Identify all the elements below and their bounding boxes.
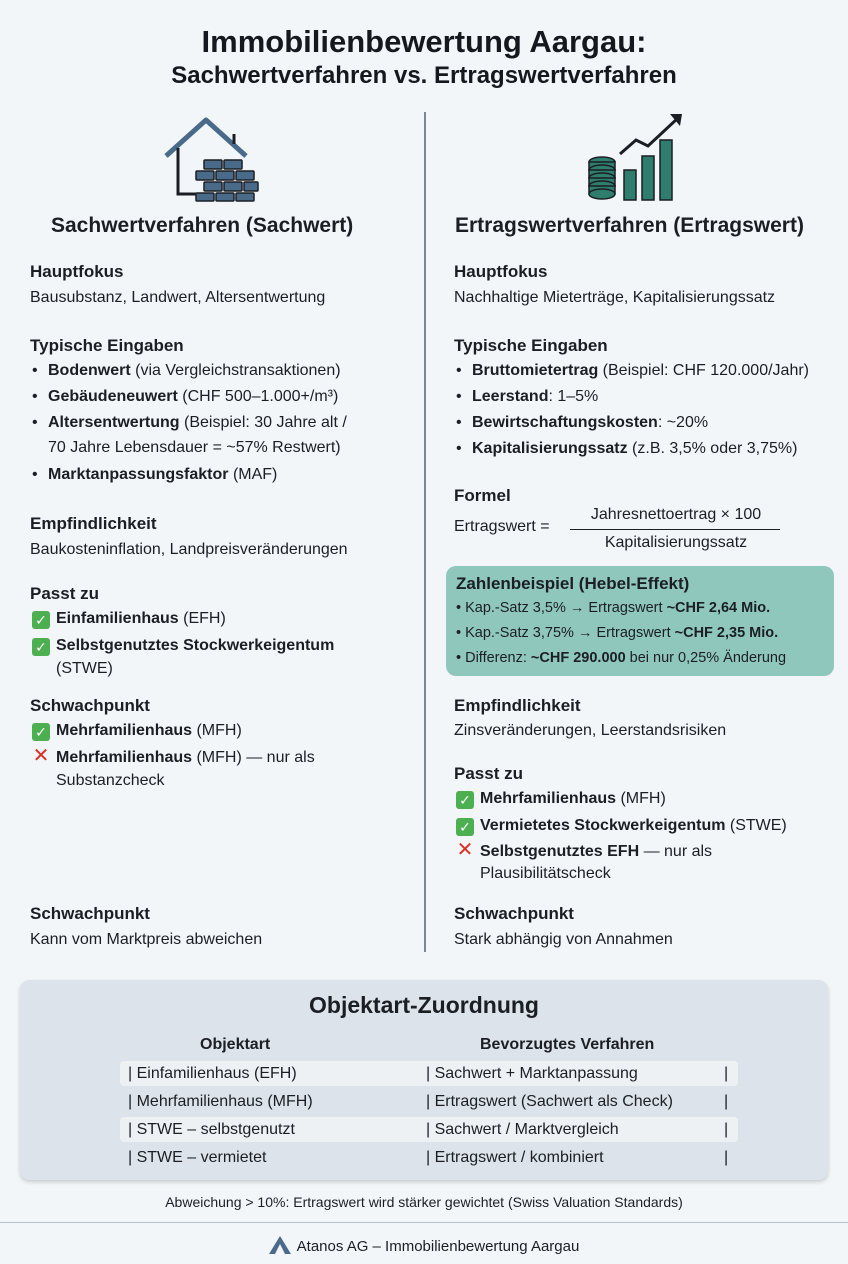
table-row bbox=[120, 1061, 738, 1086]
row-end-pipe: | bbox=[724, 1065, 729, 1082]
cross-icon: ✕ bbox=[456, 839, 474, 861]
atanos-logo-icon bbox=[269, 1236, 291, 1258]
check-icon: ✓ bbox=[32, 611, 50, 629]
cross-icon: ✕ bbox=[32, 745, 50, 767]
cell-objektart: | Mehrfamilienhaus (MFH) bbox=[128, 1093, 313, 1110]
left-input-item: • Marktanpassungsfaktor (MAF) bbox=[32, 466, 278, 483]
right-fits-label: Passt zu bbox=[454, 764, 523, 783]
check-icon: ✓ bbox=[456, 818, 474, 836]
cell-objektart: | STWE – selbstgenutzt bbox=[128, 1121, 295, 1138]
right-input-item: • Leerstand: 1–5% bbox=[456, 388, 599, 405]
cell-objektart: | STWE – vermietet bbox=[128, 1149, 267, 1166]
left-weak-item: ✕ Mehrfamilienhaus (MFH) — nur als bbox=[32, 745, 315, 767]
page-subtitle: Sachwertverfahren vs. Ertragswertverfahren bbox=[171, 62, 677, 89]
right-focus-text: Nachhaltige Mieterträge, Kapitalisierungssatz bbox=[454, 289, 776, 306]
left-weak2-text: Kann vom Marktpreis abweichen bbox=[30, 931, 263, 948]
formula-denominator: Kapitalisierungssatz bbox=[604, 534, 748, 551]
right-sens-text: Zinsveränderungen, Leerstandsrisiken bbox=[454, 722, 727, 739]
left-weak-item: ✓ Mehrfamilienhaus (MFH) bbox=[32, 720, 242, 742]
right-inputs-label: Typische Eingaben bbox=[454, 336, 608, 355]
left-fit-item: ✓ Selbstgenutztes Stockwerkeigentum bbox=[32, 635, 334, 657]
left-inputs-label: Typische Eingaben bbox=[30, 336, 184, 355]
footer-divider bbox=[0, 1222, 848, 1223]
right-input-item: • Bruttomietertrag (Beispiel: CHF 120.000/Jahr) bbox=[456, 362, 809, 379]
left-input-item: • Bodenwert (via Vergleichstransaktionen) bbox=[32, 362, 341, 379]
col-header-verfahren: Bevorzugtes Verfahren bbox=[480, 1036, 655, 1053]
example-box bbox=[446, 566, 834, 676]
left-fit-item-cont: (STWE) bbox=[56, 660, 113, 677]
row-end-pipe: | bbox=[724, 1149, 729, 1166]
right-fit-item: ✓ Vermietetes Stockwerkeigentum (STWE) bbox=[456, 815, 787, 837]
check-icon: ✓ bbox=[456, 791, 474, 809]
right-input-item: • Bewirtschaftungskosten: ~20% bbox=[456, 414, 709, 431]
left-weak2-label: Schwachpunkt bbox=[30, 904, 150, 923]
right-sens-label: Empfindlichkeit bbox=[454, 696, 581, 715]
house-brick-icon bbox=[160, 114, 264, 207]
weighting-note: Abweichung > 10%: Ertragswert wird stärker gewichtet (Swiss Valuation Standards) bbox=[165, 1194, 683, 1210]
table-row bbox=[120, 1089, 738, 1114]
example-line: • Differenz: ~CHF 290.000 bei nur 0,25% Änderung bbox=[456, 650, 787, 666]
left-focus-text: Bausubstanz, Landwert, Altersentwertung bbox=[30, 289, 326, 306]
right-weak-label: Schwachpunkt bbox=[454, 904, 574, 923]
cell-verfahren: | Ertragswert / kombiniert bbox=[426, 1149, 604, 1166]
right-focus-label: Hauptfokus bbox=[454, 262, 548, 281]
page-title: Immobilienbewertung Aargau: bbox=[201, 24, 647, 59]
example-label: Zahlenbeispiel (Hebel-Effekt) bbox=[456, 574, 690, 593]
check-icon: ✓ bbox=[32, 723, 50, 741]
left-fits-label: Passt zu bbox=[30, 584, 99, 603]
col-header-objektart: Objektart bbox=[200, 1036, 271, 1053]
right-fit-item: ✕ Selbstgenutztes EFH — nur als bbox=[456, 839, 713, 861]
left-fit-item: ✓ Einfamilienhaus (EFH) bbox=[32, 608, 226, 630]
right-weak-text: Stark abhängig von Annahmen bbox=[454, 931, 673, 948]
left-sens-label: Empfindlichkeit bbox=[30, 514, 157, 533]
left-weak-item-cont: Substanzcheck bbox=[56, 772, 165, 789]
right-formula-label: Formel bbox=[454, 486, 511, 505]
assignment-panel bbox=[20, 980, 828, 1180]
table-row bbox=[120, 1145, 738, 1170]
example-line: • Kap.-Satz 3,75% → Ertragswert ~CHF 2,35 Mio. bbox=[456, 625, 779, 641]
right-fit-item: ✓ Mehrfamilienhaus (MFH) bbox=[456, 788, 666, 810]
left-input-item-cont: 70 Jahre Lebensdauer = ~57% Restwert) bbox=[48, 439, 341, 456]
footer bbox=[0, 1236, 848, 1258]
coins-growth-chart-icon bbox=[584, 110, 688, 209]
check-icon: ✓ bbox=[32, 638, 50, 656]
example-line: • Kap.-Satz 3,5% → Ertragswert ~CHF 2,64 Mio. bbox=[456, 600, 771, 616]
column-divider bbox=[424, 112, 426, 952]
row-end-pipe: | bbox=[724, 1121, 729, 1138]
left-input-item: • Altersentwertung (Beispiel: 30 Jahre alt / bbox=[32, 414, 347, 431]
row-end-pipe: | bbox=[724, 1093, 729, 1110]
right-input-item: • Kapitalisierungssatz (z.B. 3,5% oder 3,75%) bbox=[456, 440, 798, 457]
panel-title: Objektart-Zuordnung bbox=[309, 992, 539, 1018]
formula-numerator: Jahresnettoertrag × 100 bbox=[590, 506, 762, 523]
footer-text: Atanos AG – Immobilienbewertung Aargau bbox=[296, 1238, 580, 1255]
formula-fraction-line bbox=[570, 529, 780, 530]
right-heading: Ertragswertverfahren (Ertragswert) bbox=[455, 214, 804, 237]
left-input-item: • Gebäudeneuwert (CHF 500–1.000+/m³) bbox=[32, 388, 339, 405]
cell-objektart: | Einfamilienhaus (EFH) bbox=[128, 1065, 297, 1082]
left-weak-label: Schwachpunkt bbox=[30, 696, 150, 715]
left-heading: Sachwertverfahren (Sachwert) bbox=[51, 214, 354, 237]
left-sens-text: Baukosteninflation, Landpreisveränderungen bbox=[30, 541, 348, 558]
left-focus-label: Hauptfokus bbox=[30, 262, 124, 281]
table-row bbox=[120, 1117, 738, 1142]
cell-verfahren: | Sachwert / Marktvergleich bbox=[426, 1121, 619, 1138]
cell-verfahren: | Sachwert + Marktanpassung bbox=[426, 1065, 638, 1082]
formula-lhs: Ertragswert = bbox=[454, 518, 550, 535]
right-fit-item-cont: Plausibilitätscheck bbox=[480, 865, 611, 882]
cell-verfahren: | Ertragswert (Sachwert als Check) bbox=[426, 1093, 673, 1110]
